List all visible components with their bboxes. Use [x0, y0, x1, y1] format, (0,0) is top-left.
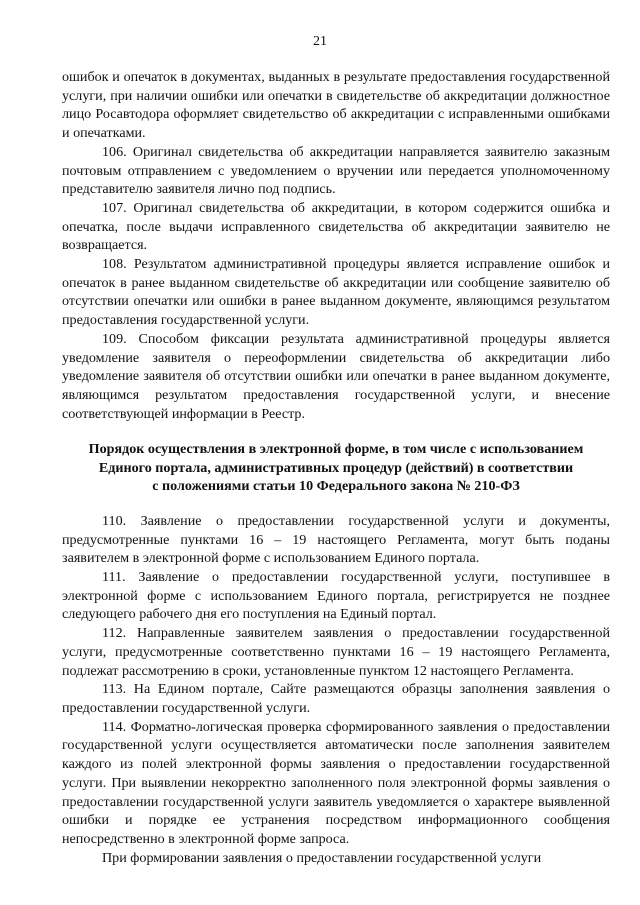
- section-heading-line-1: Порядок осуществления в электронной форме, в том числе с использованием: [88, 441, 584, 458]
- section-heading-line-2: Единого портала, административных процедур (действий) в соответствии: [98, 459, 574, 476]
- section-heading: [62, 440, 610, 495]
- document-body: [62, 68, 610, 867]
- paragraph-107: 107. Оригинал свидетельства об аккредитации, в котором содержится ошибка и опечатка, после выдачи исправленного свидетельства об аккредитации заявителю не возвращается.: [62, 199, 610, 254]
- paragraph-111: 111. Заявление о предоставлении государственной услуги, поступившее в электронной форме с использованием Единого портала, регистрируется не позднее следующего рабочего дня его поступления на Единый портал.: [62, 569, 610, 623]
- paragraph-113: 113. На Едином портале, Сайте размещаются образцы заполнения заявления о предоставлении государственной услуги.: [62, 681, 610, 716]
- paragraph-109: 109. Способом фиксации результата административной процедуры является уведомление заявителя о переоформлении свидетельства об аккредитации либо уведомление заявителя об отсутствии ошибки или опечатки в ранее выданном документе, являющимся результатом предоставления государственной услуги, и внесение соответствующей информации в Реестр.: [62, 330, 610, 422]
- paragraph-108: 108. Результатом административной процедуры является исправление ошибок и опечаток в ранее выданном свидетельстве об аккредитации или сообщение заявителю об отсутствии опечатки или ошибки в ранее выданном документе, являющимся результатом предоставления государственной услуги.: [62, 256, 610, 329]
- paragraph-continuation: ошибок и опечаток в документах, выданных в результате предоставления государственной услуги, при наличии ошибки или опечатки в свидетельстве об аккредитации должностное лицо Росавтодора оформляет свидетельство об аккредитации с исправленными ошибками и опечатками.: [62, 69, 610, 142]
- paragraph-final: При формировании заявления о предоставлении государственной услуги: [102, 849, 542, 866]
- paragraph-112: 112. Направленные заявителем заявления о предоставлении государственной услуги, предусмотренные соответственно пунктами 16 – 19 настоящего Регламента, подлежат рассмотрению в сроки, установленные пунктом 12 настоящего Регламента.: [62, 625, 610, 679]
- page-number: 21: [313, 34, 327, 49]
- paragraph-110: 110. Заявление о предоставлении государственной услуги и документы, предусмотренные пунктами 16 – 19 настоящего Регламента, могут быть поданы заявителем в электронной форме с использованием Единого портала.: [62, 512, 610, 567]
- paragraph-114: 114. Форматно-логическая проверка сформированного заявления о предоставлении государственной услуги осуществляется автоматически после заполнения заявителем каждого из полей электронной формы заявления о предоставлении государственной услуги. При выявлении некорректно заполненного поля электронной формы заявления о предоставлении государственной услуги заявитель уведомляется о характере выявленной ошибки и порядке ее устранения посредством информационного сообщения непосредственно в электронной форме запроса.: [62, 718, 610, 847]
- section-heading-line-3: с положениями статьи 10 Федерального закона № 210-ФЗ: [152, 477, 520, 494]
- paragraph-106: 106. Оригинал свидетельства об аккредитации направляется заявителю заказным почтовым отправлением с уведомлением о вручении или передается уполномоченному представителю заявителя лично под подпись.: [62, 143, 610, 198]
